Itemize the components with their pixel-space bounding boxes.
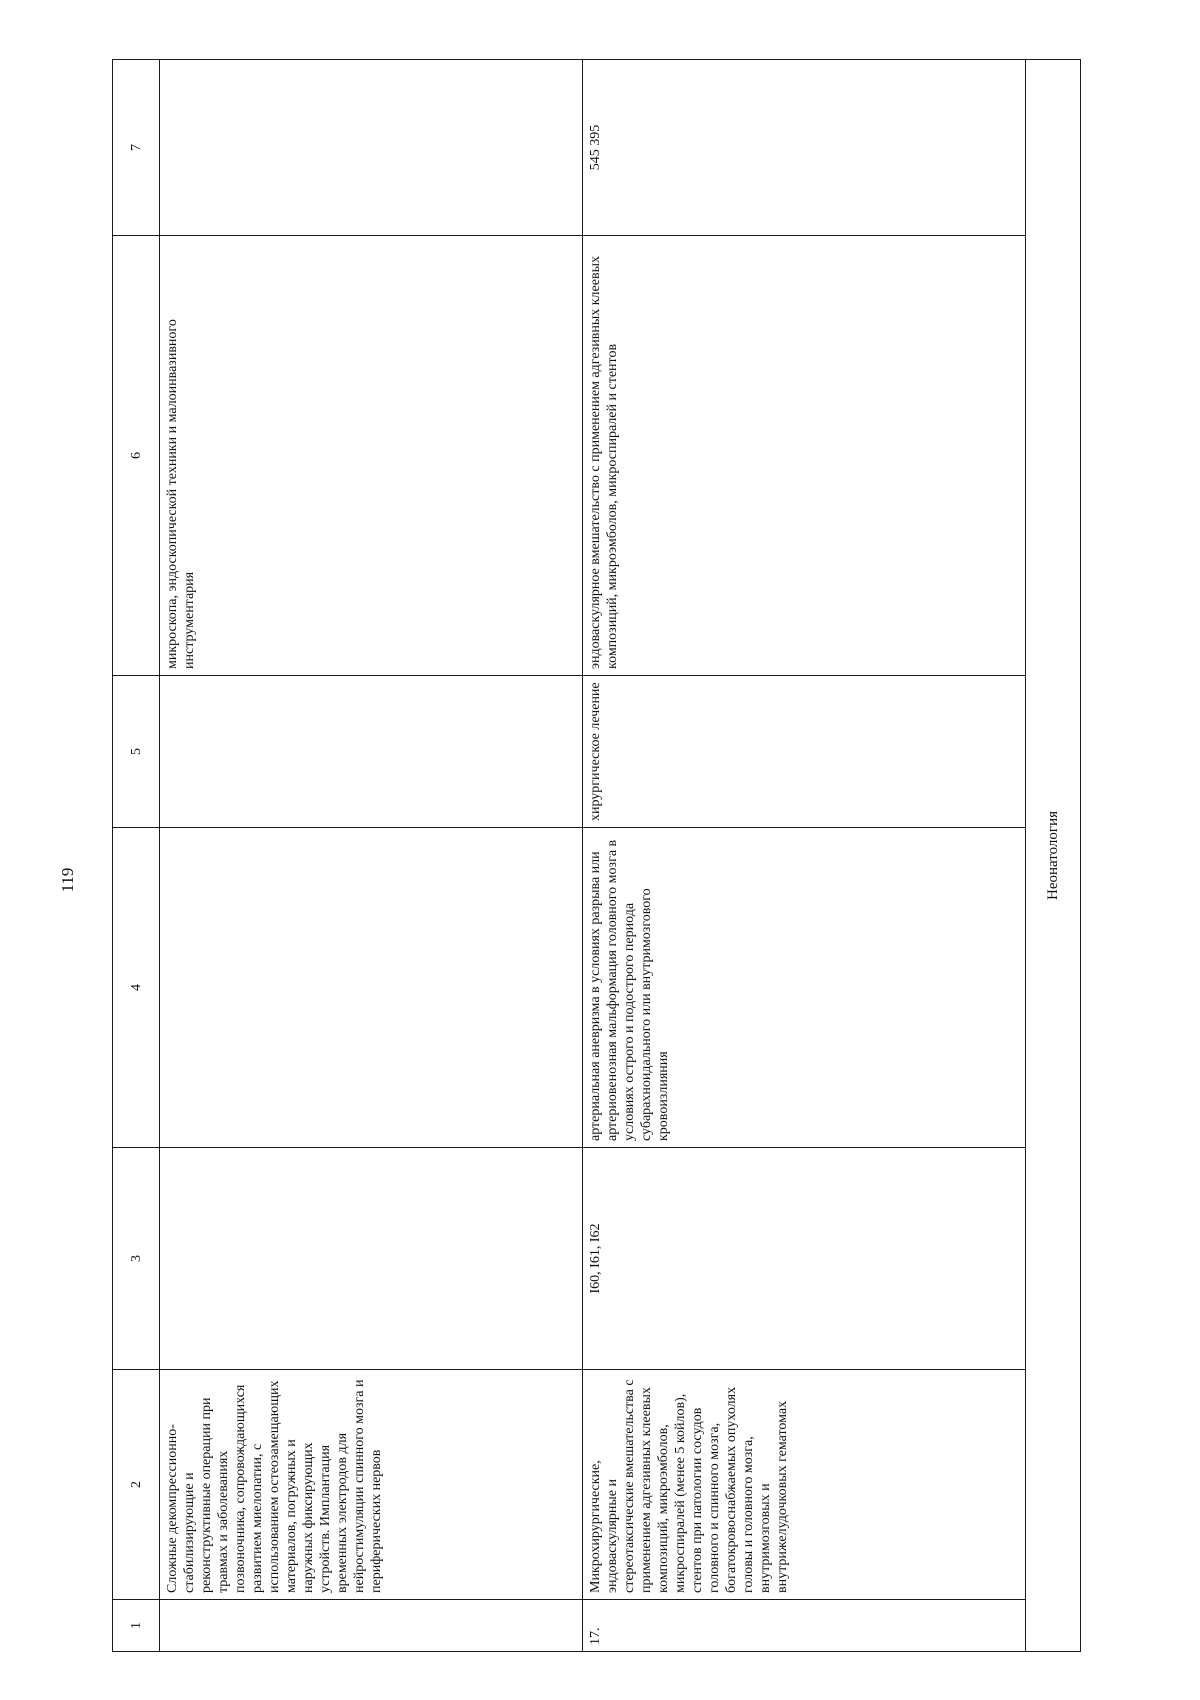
patient-model-cell (160, 828, 583, 1148)
column-header-row (113, 60, 160, 1652)
column-header-7: 7 (113, 60, 160, 236)
column-header-4: 4 (113, 828, 160, 1148)
page-number: 119 (58, 867, 77, 893)
treatment-method-cell: эндоваскулярное вмешательство с применением адгезивных клеевых композиций, микроэмболов, микроспиралей и стентов (583, 236, 1026, 676)
treatment-method-cell: микроскопа, эндоскопической техники и малоинвазивного инструментария (160, 236, 583, 676)
row-number-cell (160, 1600, 583, 1652)
procedure-name-cell: Сложные декомпрессионно-стабилизирующие и реконструктивные операции при травмах и заболеваниях позвоночника, сопровождающихся развитием миелопатии, с использованием остеозамещающих материалов, погружных и наружных фиксирующих устройств. Имплантация временных электродов для нейростимуляции спинного мозга и периферических нервов (160, 1370, 583, 1600)
cost-cell (160, 60, 583, 236)
column-header-3: 3 (113, 1148, 160, 1370)
procedure-name-cell: Микрохирургические, эндоваскулярные и стереотаксические вмешательства с применением адгезивных клеевых композиций, микроэмболов, микроспиралей (менее 5 койлов), стентов при патологии сосудов головного и спинного мозга, богатокровоснабжаемых опухолях головы и головного мозга, внутримозговых и внутрижелудочковых гематомах (583, 1370, 1026, 1600)
table-row (160, 60, 583, 1652)
patient-model-cell: артериальная аневризма в условиях разрыва или артериовенозная мальформация головного мозга в условиях острого и подострого периода субарахноидального или внутримозгового кровоизлияния (583, 828, 1026, 1148)
procedures-table (112, 59, 1081, 1652)
treatment-type-cell (160, 676, 583, 828)
diagnosis-codes-cell: I60, I61, I62 (583, 1148, 1026, 1370)
diagnosis-codes-cell (160, 1148, 583, 1370)
column-header-2: 2 (113, 1370, 160, 1600)
row-number-cell: 17. (583, 1600, 1026, 1652)
rotated-table-wrapper (112, 60, 1098, 1652)
table-row (583, 60, 1026, 1652)
section-row (1026, 60, 1081, 1652)
section-title: Неонатология (1026, 60, 1081, 1652)
column-header-1: 1 (113, 1600, 160, 1652)
column-header-5: 5 (113, 676, 160, 828)
column-header-6: 6 (113, 236, 160, 676)
treatment-type-cell: хирургическое лечение (583, 676, 1026, 828)
cost-cell: 545 395 (583, 60, 1026, 236)
